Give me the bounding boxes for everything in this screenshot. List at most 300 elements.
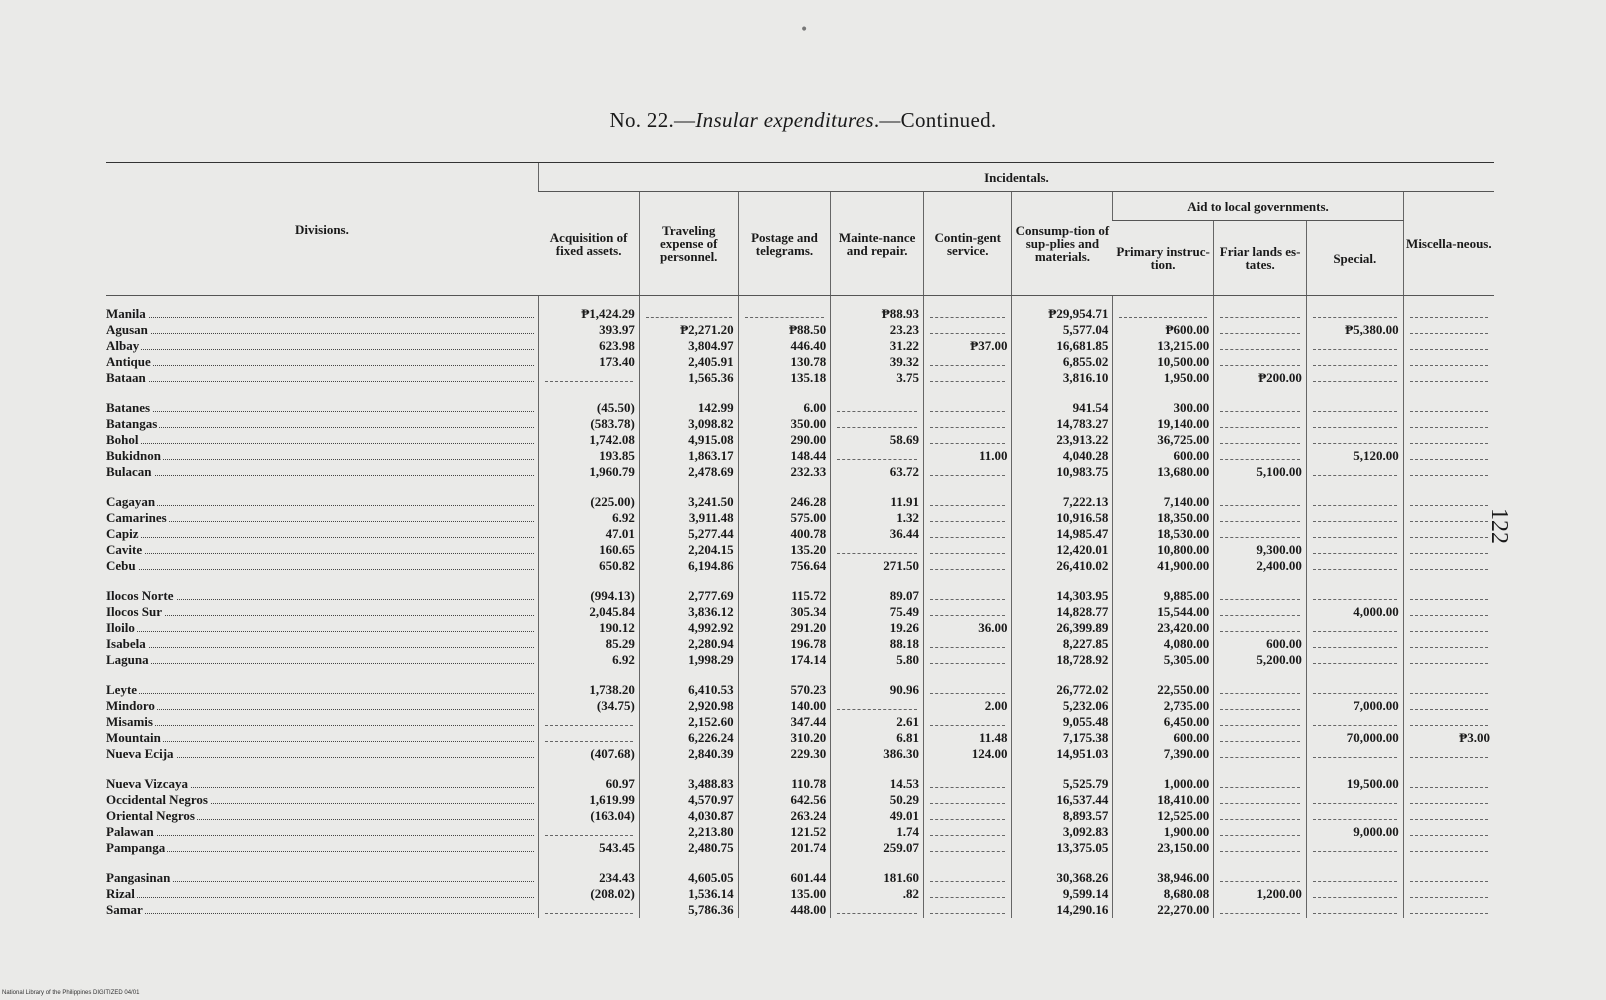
table-cell: 14,783.27 [1012, 416, 1113, 432]
group-spacer [106, 856, 1494, 870]
table-cell: 601.44 [738, 870, 831, 886]
table-cell [1403, 526, 1494, 542]
table-row [106, 494, 1494, 510]
table-cell: 3,488.83 [639, 776, 738, 792]
table-cell: 259.07 [831, 840, 924, 856]
table-cell [1113, 296, 1214, 323]
table-cell: 9,885.00 [1113, 588, 1214, 604]
table-cell [923, 416, 1012, 432]
table-cell [1403, 400, 1494, 416]
table-cell: 124.00 [923, 746, 1012, 762]
table-cell: 4,605.05 [639, 870, 738, 886]
page-title: No. 22.—Insular expenditures.—Continued. [609, 108, 997, 132]
table-cell: 181.60 [831, 870, 924, 886]
table-cell [1214, 824, 1307, 840]
table-cell [831, 448, 924, 464]
table-cell [1214, 902, 1307, 918]
table-cell [639, 296, 738, 323]
table-cell: 19.26 [831, 620, 924, 636]
division-name: Nueva Vizcaya [106, 776, 538, 792]
table-cell [1306, 510, 1403, 526]
table-cell [1306, 354, 1403, 370]
table-cell [1214, 776, 1307, 792]
table-cell [923, 824, 1012, 840]
table-cell: 5,305.00 [1113, 652, 1214, 668]
table-cell: 543.45 [538, 840, 639, 856]
table-cell: 140.00 [738, 698, 831, 714]
table-cell: 10,500.00 [1113, 354, 1214, 370]
table-row [106, 370, 1494, 386]
table-cell: 58.69 [831, 432, 924, 448]
group-spacer [106, 574, 1494, 588]
table-cell: 1,200.00 [1214, 886, 1307, 902]
table-row [106, 338, 1494, 354]
table-cell: 130.78 [738, 354, 831, 370]
table-cell [923, 792, 1012, 808]
table-cell: 1,536.14 [639, 886, 738, 902]
table-cell: 350.00 [738, 416, 831, 432]
table-cell: 16,537.44 [1012, 792, 1113, 808]
table-cell [1403, 870, 1494, 886]
group-spacer [106, 762, 1494, 776]
table-cell [1214, 432, 1307, 448]
table-cell: 5,100.00 [1214, 464, 1307, 480]
table-cell: 4,915.08 [639, 432, 738, 448]
table-cell: 2,478.69 [639, 464, 738, 480]
division-name: Agusan [106, 322, 538, 338]
table-cell [1403, 636, 1494, 652]
table-row [106, 620, 1494, 636]
table-cell [538, 370, 639, 386]
table-cell: 135.18 [738, 370, 831, 386]
table-cell [923, 682, 1012, 698]
table-cell: 3,241.50 [639, 494, 738, 510]
table-row [106, 416, 1494, 432]
table-cell: 3,816.10 [1012, 370, 1113, 386]
table-cell [538, 824, 639, 840]
table-row [106, 296, 1494, 323]
table-cell [923, 776, 1012, 792]
table-cell: 393.97 [538, 322, 639, 338]
table-cell [1214, 494, 1307, 510]
table-cell: 2,045.84 [538, 604, 639, 620]
division-name: Isabela [106, 636, 538, 652]
table-cell: 1,960.79 [538, 464, 639, 480]
primary-header: Primary instruc-tion. [1113, 221, 1214, 296]
table-cell [1306, 296, 1403, 323]
table-cell [1306, 840, 1403, 856]
table-row [106, 886, 1494, 902]
table-cell: 12,420.01 [1012, 542, 1113, 558]
table-cell [1306, 464, 1403, 480]
table-cell: 14.53 [831, 776, 924, 792]
table-row [106, 714, 1494, 730]
table-cell: 290.00 [738, 432, 831, 448]
table-cell: (583.78) [538, 416, 639, 432]
table-cell: 5,232.06 [1012, 698, 1113, 714]
table-cell: 3.75 [831, 370, 924, 386]
acquisition-header: Acquisition of fixed assets. [538, 192, 639, 296]
table-cell [1403, 354, 1494, 370]
table-cell: 2,777.69 [639, 588, 738, 604]
table-cell: 1,000.00 [1113, 776, 1214, 792]
table-cell: 10,983.75 [1012, 464, 1113, 480]
table-cell [1306, 526, 1403, 542]
table-cell: .82 [831, 886, 924, 902]
table-row [106, 808, 1494, 824]
table-cell: 4,570.97 [639, 792, 738, 808]
table-cell [1403, 322, 1494, 338]
table-cell: (994.13) [538, 588, 639, 604]
expenditures-table [106, 162, 1494, 918]
table-cell [923, 542, 1012, 558]
division-name: Leyte [106, 682, 538, 698]
table-cell: 400.78 [738, 526, 831, 542]
table-cell: 5,525.79 [1012, 776, 1113, 792]
table-cell [1403, 448, 1494, 464]
table-cell [923, 558, 1012, 574]
table-cell [923, 432, 1012, 448]
table-cell [1403, 416, 1494, 432]
table-cell: 2,920.98 [639, 698, 738, 714]
division-name: Iloilo [106, 620, 538, 636]
table-cell: (208.02) [538, 886, 639, 902]
table-row [106, 432, 1494, 448]
table-cell: 2,735.00 [1113, 698, 1214, 714]
table-cell [923, 902, 1012, 918]
table-cell: 38,946.00 [1113, 870, 1214, 886]
table-cell: 23,150.00 [1113, 840, 1214, 856]
division-name: Bohol [106, 432, 538, 448]
table-row [106, 588, 1494, 604]
table-cell: 23,420.00 [1113, 620, 1214, 636]
table-cell [1214, 338, 1307, 354]
division-name: Pangasinan [106, 870, 538, 886]
table-row [106, 870, 1494, 886]
contingent-header: Contin-gent service. [923, 192, 1012, 296]
table-cell: 600.00 [1113, 448, 1214, 464]
table-cell [1403, 494, 1494, 510]
table-cell [1403, 338, 1494, 354]
division-name: Batangas [106, 416, 538, 432]
table-cell [1403, 464, 1494, 480]
table-cell [1306, 636, 1403, 652]
table-cell [1306, 338, 1403, 354]
table-row [106, 840, 1494, 856]
table-cell: 60.97 [538, 776, 639, 792]
table-cell: 2,405.91 [639, 354, 738, 370]
table-cell: ₱3.00 [1403, 730, 1494, 746]
table-cell [923, 886, 1012, 902]
table-cell: 310.20 [738, 730, 831, 746]
table-cell: 1,998.29 [639, 652, 738, 668]
table-cell: 600.00 [1113, 730, 1214, 746]
table-cell: 39.32 [831, 354, 924, 370]
table-cell [1306, 746, 1403, 762]
table-cell: 14,985.47 [1012, 526, 1113, 542]
division-name: Pampanga [106, 840, 538, 856]
table-cell: 1,863.17 [639, 448, 738, 464]
table-cell: 263.24 [738, 808, 831, 824]
table-cell [1214, 510, 1307, 526]
table-row [106, 730, 1494, 746]
table-cell: 135.20 [738, 542, 831, 558]
table-cell: 4,992.92 [639, 620, 738, 636]
table-row [106, 698, 1494, 714]
table-cell [923, 464, 1012, 480]
table-cell [923, 588, 1012, 604]
table-cell [1403, 542, 1494, 558]
table-cell [1306, 652, 1403, 668]
table-cell [1214, 808, 1307, 824]
table-cell: 7,390.00 [1113, 746, 1214, 762]
table-cell: 121.52 [738, 824, 831, 840]
table-cell [1214, 746, 1307, 762]
table-cell: 5,200.00 [1214, 652, 1307, 668]
table-cell: 2.00 [923, 698, 1012, 714]
table-cell: 142.99 [639, 400, 738, 416]
division-name: Albay [106, 338, 538, 354]
division-name: Oriental Negros [106, 808, 538, 824]
table-cell: ₱88.93 [831, 296, 924, 323]
table-cell: 448.00 [738, 902, 831, 918]
table-cell [1403, 432, 1494, 448]
table-cell: 5,120.00 [1306, 448, 1403, 464]
footer-credit: National Library of the Philippines DIGITIZED 04/01 [2, 990, 140, 996]
division-name: Mindoro [106, 698, 538, 714]
table-cell: ₱37.00 [923, 338, 1012, 354]
table-cell [1306, 542, 1403, 558]
table-row [106, 322, 1494, 338]
table-cell [1214, 322, 1307, 338]
table-cell: 11.00 [923, 448, 1012, 464]
table-cell: 11.48 [923, 730, 1012, 746]
table-cell [1306, 870, 1403, 886]
table-cell: 18,410.00 [1113, 792, 1214, 808]
table-cell: 90.96 [831, 682, 924, 698]
misc-header: Miscella-neous. [1403, 192, 1494, 296]
table-row [106, 464, 1494, 480]
table-cell [1306, 370, 1403, 386]
table-cell: 4,080.00 [1113, 636, 1214, 652]
table-cell [923, 296, 1012, 323]
table-cell: 160.65 [538, 542, 639, 558]
table-row [106, 824, 1494, 840]
table-cell: 941.54 [1012, 400, 1113, 416]
table-cell: 7,000.00 [1306, 698, 1403, 714]
table-cell [923, 840, 1012, 856]
table-cell: 7,140.00 [1113, 494, 1214, 510]
table-cell: 22,550.00 [1113, 682, 1214, 698]
table-cell: ₱1,424.29 [538, 296, 639, 323]
table-cell: 190.12 [538, 620, 639, 636]
table-cell: 6,194.86 [639, 558, 738, 574]
table-cell: 4,030.87 [639, 808, 738, 824]
table-cell [1403, 824, 1494, 840]
table-cell [738, 296, 831, 323]
table-cell: 75.49 [831, 604, 924, 620]
table-cell: 11.91 [831, 494, 924, 510]
table-cell [1403, 776, 1494, 792]
table-cell: 305.34 [738, 604, 831, 620]
table-cell [923, 494, 1012, 510]
table-cell: 8,227.85 [1012, 636, 1113, 652]
table-cell: 13,375.05 [1012, 840, 1113, 856]
division-name: Manila [106, 296, 538, 323]
table-cell [923, 714, 1012, 730]
table-cell: 23,913.22 [1012, 432, 1113, 448]
table-cell: 70,000.00 [1306, 730, 1403, 746]
table-cell: 23.23 [831, 322, 924, 338]
table-cell: 13,680.00 [1113, 464, 1214, 480]
division-name: Bukidnon [106, 448, 538, 464]
table-cell [1403, 558, 1494, 574]
table-cell [1214, 588, 1307, 604]
table-cell: 1,619.99 [538, 792, 639, 808]
table-cell: 15,544.00 [1113, 604, 1214, 620]
table-row [106, 902, 1494, 918]
table-cell: 36.44 [831, 526, 924, 542]
table-cell [1306, 494, 1403, 510]
table-cell [831, 400, 924, 416]
table-cell: 4,000.00 [1306, 604, 1403, 620]
table-cell [1403, 370, 1494, 386]
table-cell: 1,900.00 [1113, 824, 1214, 840]
table-cell [1214, 792, 1307, 808]
table-cell: ₱200.00 [1214, 370, 1307, 386]
table-cell [1214, 448, 1307, 464]
table-cell: 6,226.24 [639, 730, 738, 746]
table-row [106, 776, 1494, 792]
division-name: Laguna [106, 652, 538, 668]
table-cell [1403, 746, 1494, 762]
table-cell [1306, 400, 1403, 416]
division-name: Bataan [106, 370, 538, 386]
table-cell: 271.50 [831, 558, 924, 574]
table-cell [1214, 416, 1307, 432]
division-name: Camarines [106, 510, 538, 526]
table-cell: 10,800.00 [1113, 542, 1214, 558]
table-cell: 1,738.20 [538, 682, 639, 698]
table-cell [1306, 886, 1403, 902]
table-cell [1306, 588, 1403, 604]
table-cell: 386.30 [831, 746, 924, 762]
table-cell: 6,450.00 [1113, 714, 1214, 730]
table-row [106, 510, 1494, 526]
table-cell: 47.01 [538, 526, 639, 542]
table-cell: 173.40 [538, 354, 639, 370]
table-cell: 9,599.14 [1012, 886, 1113, 902]
table-cell: 6,855.02 [1012, 354, 1113, 370]
table-row [106, 792, 1494, 808]
table-cell: 16,681.85 [1012, 338, 1113, 354]
table-cell [1403, 792, 1494, 808]
table-cell: 50.29 [831, 792, 924, 808]
table-cell: 7,175.38 [1012, 730, 1113, 746]
table-cell: (34.75) [538, 698, 639, 714]
division-name: Occidental Negros [106, 792, 538, 808]
table-cell: 26,410.02 [1012, 558, 1113, 574]
table-cell [1214, 730, 1307, 746]
table-body [106, 296, 1494, 919]
table-cell [1306, 808, 1403, 824]
table-cell: 36,725.00 [1113, 432, 1214, 448]
table-cell: 2,204.15 [639, 542, 738, 558]
table-cell: 10,916.58 [1012, 510, 1113, 526]
table-cell: 14,828.77 [1012, 604, 1113, 620]
table-cell: 115.72 [738, 588, 831, 604]
table-cell: 291.20 [738, 620, 831, 636]
table-cell [1403, 588, 1494, 604]
division-name: Nueva Ecija [106, 746, 538, 762]
table-cell: 12,525.00 [1113, 808, 1214, 824]
table-cell [1403, 698, 1494, 714]
table-cell: 49.01 [831, 808, 924, 824]
table-cell: 2,152.60 [639, 714, 738, 730]
table-cell: (225.00) [538, 494, 639, 510]
table-cell [1306, 902, 1403, 918]
table-row [106, 558, 1494, 574]
table-cell: 148.44 [738, 448, 831, 464]
table-cell: 300.00 [1113, 400, 1214, 416]
table-cell [923, 526, 1012, 542]
table-cell [923, 636, 1012, 652]
table-cell: 1.32 [831, 510, 924, 526]
incidentals-header: Incidentals. [538, 163, 1494, 192]
table-cell: 26,772.02 [1012, 682, 1113, 698]
table-cell [923, 652, 1012, 668]
table-cell: 1,950.00 [1113, 370, 1214, 386]
table-cell: 174.14 [738, 652, 831, 668]
table-cell [1214, 354, 1307, 370]
table-cell: 446.40 [738, 338, 831, 354]
division-name: Batanes [106, 400, 538, 416]
table-cell: 570.23 [738, 682, 831, 698]
special-header: Special. [1306, 221, 1403, 296]
table-cell [831, 698, 924, 714]
table-cell [1214, 840, 1307, 856]
table-cell: 347.44 [738, 714, 831, 730]
table-cell: (163.04) [538, 808, 639, 824]
division-name: Samar [106, 902, 538, 918]
table-cell: 3,098.82 [639, 416, 738, 432]
table-cell: 6,410.53 [639, 682, 738, 698]
table-cell: 7,222.13 [1012, 494, 1113, 510]
table-cell: 14,303.95 [1012, 588, 1113, 604]
table-cell [1214, 870, 1307, 886]
table-cell: 1,565.36 [639, 370, 738, 386]
table-cell: 6.92 [538, 510, 639, 526]
group-spacer [106, 480, 1494, 494]
page-number: 122 [1486, 508, 1512, 544]
table-cell: 4,040.28 [1012, 448, 1113, 464]
aid-header: Aid to local governments. [1113, 192, 1403, 221]
division-name: Cebu [106, 558, 538, 574]
table-cell: (45.50) [538, 400, 639, 416]
scan-mark: • [800, 22, 809, 38]
table-row [106, 682, 1494, 698]
division-name: Mountain [106, 730, 538, 746]
table-cell: 2.61 [831, 714, 924, 730]
table-cell [1214, 714, 1307, 730]
table-cell: 1.74 [831, 824, 924, 840]
division-name: Cagayan [106, 494, 538, 510]
table-cell [1403, 682, 1494, 698]
table-cell [1403, 510, 1494, 526]
table-cell [923, 322, 1012, 338]
table-cell: 85.29 [538, 636, 639, 652]
table-cell [1214, 400, 1307, 416]
